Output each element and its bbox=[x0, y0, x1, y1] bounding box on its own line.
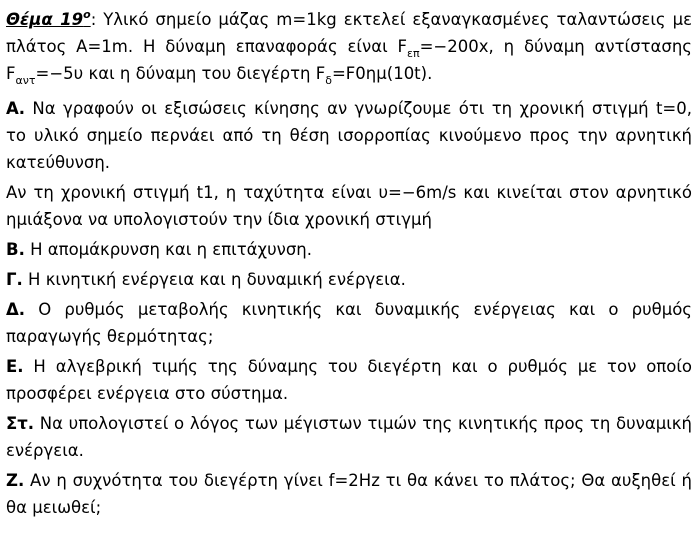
question-st-text: Να υπολογιστεί ο λόγος των μέγιστων τιμών της κινητικής προς τη δυναμική ενέργεια. bbox=[6, 414, 692, 460]
restoring-force-subscript: επ bbox=[407, 47, 420, 60]
question-a-text: Να γραφούν οι εξισώσεις κίνησης αν γνωρίζουμε ότι τη χρονική στιγμή t=0, το υλικό σημείο περνάει από τη θέση ισορροπίας κινούμενο προς την αρνητική κατεύθυνση. bbox=[6, 99, 692, 172]
question-e bbox=[6, 353, 692, 407]
question-g-label: Γ. bbox=[6, 270, 23, 289]
question-st bbox=[6, 410, 692, 464]
question-z bbox=[6, 467, 692, 521]
question-e-text: Η αλγεβρική τιμής της δύναμης του διεγέρτη και ο ρυθμός με τον οποίο προσφέρει ενέργεια στο σύστημα. bbox=[6, 357, 692, 403]
question-z-text: Αν η συχνότητα του διεγέρτη γίνει f=2Hz τι θα κάνει το πλάτος; Θα αυξηθεί ή θα μειωθεί; bbox=[6, 471, 692, 517]
question-e-label: Ε. bbox=[6, 357, 24, 376]
question-a bbox=[6, 95, 692, 176]
driver-force-subscript: δ bbox=[325, 74, 332, 87]
resistance-force-subscript: αντ bbox=[15, 74, 36, 87]
question-d bbox=[6, 296, 692, 350]
question-st-label: Στ. bbox=[6, 414, 35, 433]
question-d-text: Ο ρυθμός μεταβολής κινητικής και δυναμικής ενέργειας και ο ρυθμός παραγωγής θερμότητας; bbox=[6, 300, 692, 346]
question-g-text: Η κινητική ενέργεια και η δυναμική ενέργεια. bbox=[22, 270, 406, 289]
question-b-label: Β. bbox=[6, 240, 25, 259]
question-context: Αν τη χρονική στιγμή t1, η ταχύτητα είναι υ=−6m/s και κινείται στον αρνητικό ημιάξονα να υπολογιστούν την ίδια χρονική στιγμή bbox=[6, 183, 692, 229]
question-z-label: Ζ. bbox=[6, 471, 25, 490]
question-g bbox=[6, 266, 692, 293]
question-b bbox=[6, 236, 692, 263]
title-superscript: ο bbox=[83, 8, 91, 21]
problem-intro: Θέμα $19^o$: Υλικό σημείο μάζας m=1kg εκτελεί εξαναγκασμένες ταλαντώσεις με πλάτος Α=1m. Η δύναμη επαναφοράς είναι $F_{\varepsilon\pi}=-200x$, η δύναμη αντίστασης $F_{\alpha\nu\tau}=-5\upsilon$ και η δύναμη του διεγέρτη $F_\delta=F0\eta\mu(10t)$. bbox=[6, 8, 692, 87]
question-a-label: Α. bbox=[6, 99, 26, 118]
question-d-label: Δ. bbox=[6, 300, 26, 319]
question-b-text: Η απομάκρυνση και η επιτάχυνση. bbox=[24, 240, 312, 259]
problem-title: Θέμα $19^o$ bbox=[6, 8, 91, 29]
